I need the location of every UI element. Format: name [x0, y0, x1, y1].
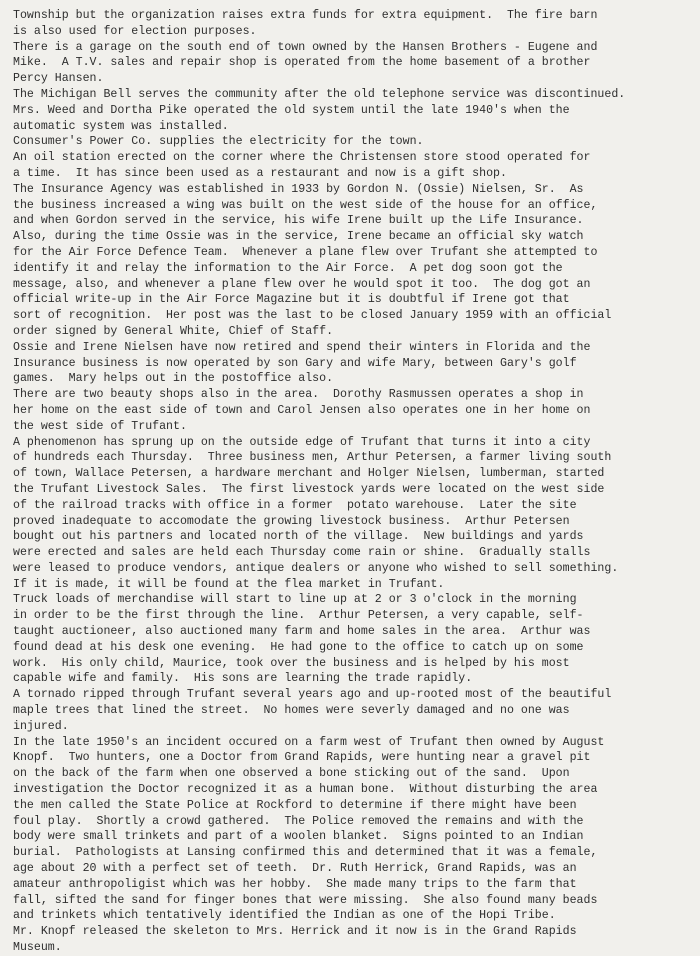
text-line: body were small trinkets and part of a woolen blanket. Signs pointed to an Indian: [13, 830, 584, 844]
text-line: the west side of Trufant.: [13, 419, 187, 433]
text-line: Mrs. Weed and Dortha Pike operated the old system until the late 1940's when the: [13, 103, 570, 117]
text-line: were erected and sales are held each Thursday come rain or shine. Gradually stalls: [13, 546, 591, 560]
text-line: and trinkets which tentatively identified the Indian as one of the Hopi Tribe.: [13, 909, 556, 923]
text-line: automatic system was installed.: [13, 119, 229, 133]
text-line: If it is made, it will be found at the flea market in Trufant.: [13, 577, 445, 591]
text-line: In the late 1950's an incident occured on a farm west of Trufant then owned by August: [13, 735, 605, 749]
text-line: official write-up in the Air Force Magazine but it is doubtful if Irene got that: [13, 293, 570, 307]
document-body: [13, 8, 697, 956]
text-line: age about 20 with a perfect set of teeth. Dr. Ruth Herrick, Grand Rapids, was an: [13, 862, 577, 876]
text-line: maple trees that lined the street. No homes were severly damaged and no one was: [13, 704, 570, 718]
text-line: bought out his partners and located north of the village. New buildings and yards: [13, 530, 584, 544]
text-line: work. His only child, Maurice, took over the business and is helped by his most: [13, 656, 570, 670]
text-line: There are two beauty shops also in the area. Dorothy Rasmussen operates a shop in: [13, 388, 584, 402]
text-line: games. Mary helps out in the postoffice also.: [13, 372, 334, 386]
text-line: Also, during the time Ossie was in the service, Irene became an official sky watch: [13, 230, 584, 244]
text-line: A phenomenon has sprung up on the outside edge of Trufant that turns it into a city: [13, 435, 591, 449]
text-line: foul play. Shortly a crowd gathered. The Police removed the remains and with the: [13, 814, 584, 828]
text-line: Mike. A T.V. sales and repair shop is operated from the home basement of a brother: [13, 56, 591, 70]
text-line: capable wife and family. His sons are learning the trade rapidly.: [13, 672, 473, 686]
text-line: Township but the organization raises extra funds for extra equipment. The fire barn: [13, 9, 598, 22]
text-line: There is a garage on the south end of town owned by the Hansen Brothers - Eugene and: [13, 40, 598, 54]
text-line: found dead at his desk one evening. He had gone to the office to catch up on some: [13, 640, 584, 654]
text-line: burial. Pathologists at Lansing confirmed this and determined that it was a female,: [13, 846, 598, 860]
text-line: An oil station erected on the corner where the Christensen store stood operated for: [13, 151, 591, 165]
text-line: of hundreds each Thursday. Three business men, Arthur Petersen, a farmer living south: [13, 451, 612, 465]
text-line: investigation the Doctor recognized it as a human bone. Without disturbing the area: [13, 783, 598, 797]
text-line: proved inadequate to accomodate the growing livestock business. Arthur Petersen: [13, 514, 570, 528]
text-line: The Insurance Agency was established in 1933 by Gordon N. (Ossie) Nielsen, Sr. As: [13, 182, 584, 196]
text-line: Ossie and Irene Nielsen have now retired and spend their winters in Florida and the: [13, 340, 591, 354]
text-line: her home on the east side of town and Carol Jensen also operates one in her home on: [13, 403, 591, 417]
text-line: Insurance business is now operated by son Gary and wife Mary, between Gary's golf: [13, 356, 577, 370]
text-line: The Michigan Bell serves the community after the old telephone service was discontinued.: [13, 87, 626, 101]
text-line: the men called the State Police at Rockford to determine if there might have been: [13, 798, 577, 812]
text-line: A tornado ripped through Trufant several years ago and up-rooted most of the beautiful: [13, 688, 612, 702]
text-line: Mr. Knopf released the skeleton to Mrs. Herrick and it now is in the Grand Rapids: [13, 925, 577, 939]
text-line: Percy Hansen.: [13, 72, 104, 86]
text-line: were leased to produce vendors, antique dealers or anyone who wished to sell something.: [13, 561, 619, 575]
text-line: message, also, and whenever a plane flew over he would spot it too. The dog got an: [13, 277, 591, 291]
text-line: for the Air Force Defence Team. Whenever a plane flew over Trufant she attempted to: [13, 245, 598, 259]
text-line: a time. It has since been used as a restaurant and now is a gift shop.: [13, 166, 507, 180]
text-line: the business increased a wing was built on the west side of the house for an office,: [13, 198, 598, 212]
text-line: Consumer's Power Co. supplies the electricity for the town.: [13, 135, 424, 149]
text-line: fall, sifted the sand for finger bones that were missing. She also found many beads: [13, 893, 598, 907]
text-line: injured.: [13, 719, 69, 733]
text-line: of town, Wallace Petersen, a hardware merchant and Holger Nielsen, lumberman, started: [13, 467, 605, 481]
text-line: on the back of the farm when one observed a bone sticking out of the sand. Upon: [13, 767, 570, 781]
text-line: Truck loads of merchandise will start to line up at 2 or 3 o'clock in the morning: [13, 593, 577, 607]
text-line: Knopf. Two hunters, one a Doctor from Grand Rapids, were hunting near a gravel pit: [13, 751, 591, 765]
text-line: identify it and relay the information to the Air Force. A pet dog soon got the: [13, 261, 563, 275]
text-line: order signed by General White, Chief of Staff.: [13, 324, 334, 338]
text-line: of the railroad tracks with office in a former potato warehouse. Later the site: [13, 498, 577, 512]
text-line: is also used for election purposes.: [13, 24, 257, 38]
text-line: sort of recognition. Her post was the last to be closed January 1959 with an official: [13, 309, 612, 323]
text-line: and when Gordon served in the service, his wife Irene built up the Life Insurance.: [13, 214, 584, 228]
text-line: taught auctioneer, also auctioned many farm and home sales in the area. Arthur was: [13, 625, 591, 639]
text-line: Museum.: [13, 941, 62, 955]
text-line: amateur anthropoligist which was her hobby. She made many trips to the farm that: [13, 877, 577, 891]
text-line: in order to be the first through the line. Arthur Petersen, a very capable, self-: [13, 609, 584, 623]
text-line: the Trufant Livestock Sales. The first livestock yards were located on the west side: [13, 482, 605, 496]
